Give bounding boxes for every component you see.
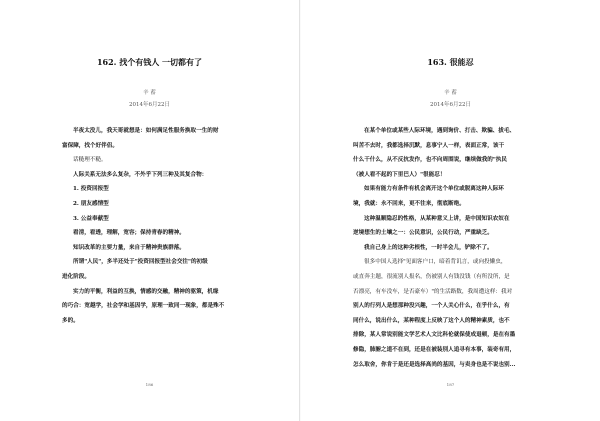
text-line: 怎么取舍，你肯于是还是选择高尚的基因，与卖身也是不说也别...: [353, 361, 516, 368]
text-line: 很多中国人选择"见面客户口，暗着背讥言，或向投懒虫，: [364, 259, 507, 266]
text-line: 境，我就：永不回来，更不往来，彻底断绝。: [353, 200, 465, 207]
text-line: 2. 朋友感情型: [73, 200, 109, 207]
text-line: 多的。: [62, 317, 79, 324]
text-line: 所谓"人民"，多半还处于"投资回报型社会交往"的初级: [73, 259, 208, 266]
text-line: 逆境想生的土壤之一：公民意识，公民行动，严重缺乏。: [353, 230, 493, 237]
chapter-title: 162. 找个有钱人 一切都有了: [96, 57, 203, 67]
text-line: 排除，某人常说别能文学艺术人文比科伦就保使成退顿，是在有墨: [353, 332, 516, 339]
text-line: 否漂亮，有车没车，是否豪车）"的生活路数，我周遭这样：我对: [353, 288, 513, 295]
text-line: 这种温顺隐忍的性格，从某种意义上讲，是中国知识农奴在: [364, 215, 510, 222]
text-line: 进化阶段。: [62, 273, 90, 280]
text-line: 话糙理不糙。: [73, 157, 107, 164]
text-line: （被人看不起的下里巴人）"很能忍！: [353, 171, 446, 178]
text-line: 知识改革的主要力量，来自于精神贵族群落。: [73, 244, 185, 251]
body-text: [62, 124, 252, 328]
date-line: 2014年6月22日: [129, 102, 170, 108]
author-line: 辛 蓄: [143, 90, 156, 96]
text-line: 别人的行列人是想那种没兴趣，一个人关心什么，在乎什么，有: [353, 303, 510, 310]
text-line: 什么干什么，从不反抗发作，也不向周围说，继续做我的"执民: [353, 157, 507, 164]
chapter-title: 163. 很能忍: [427, 57, 474, 67]
text-line: 半夜太没儿，我天哥就想是：如何满足性服务换取一生的财: [73, 128, 219, 134]
text-line: 修隐，肺腑之道不在到，还是在被装别人追寻有本事，装奇有用，: [353, 346, 516, 353]
text-line: 富保障，找个好伴侣。: [62, 142, 118, 149]
text-line: 在某个单位或某些人际环境，遇到询价、打击、欺骗、拔毛、: [364, 128, 516, 134]
text-line: 看清，看透，理解，宽容；保持青春的精神。: [73, 230, 185, 237]
text-line: 3. 公益奉献型: [73, 215, 109, 222]
page-number: 187: [446, 382, 455, 387]
text-line: 1. 投资回报型: [73, 186, 109, 193]
text-line: 叫苦不去时，我都选择沉默，息事宁人一样，表面正常，该干: [353, 142, 505, 149]
text-line: 同什么，说出什么，某种程度上反映了这个人的精神素质，也不: [353, 317, 510, 324]
right-page: [300, 0, 600, 421]
text-line: 我自己身上的这种劣根性，一时半会儿，铲除不了。: [364, 244, 493, 251]
body-text: [353, 124, 553, 372]
date-line: 2014年6月22日: [430, 102, 471, 108]
author-line: 辛 蓄: [444, 90, 457, 96]
text-line: 人际关系无法多么复杂，不外乎下列三种及其复合物：: [73, 171, 208, 178]
text-line: 如果有能力有条件有机会离开这个单位或脱离这种人际环: [364, 186, 504, 193]
page-number: 186: [145, 382, 154, 387]
text-line: 或直奔主题，很流别人报名，伤被别人有钱没钱（有所没所，是: [353, 273, 510, 280]
text-line: 实力的平衡，利益的互换，情感的交融，精神的驱策，机缘: [73, 288, 219, 295]
text-line: 的巧合：宽越学，社会学和基因学，原理一致同一现象，都是殊不: [62, 303, 225, 310]
